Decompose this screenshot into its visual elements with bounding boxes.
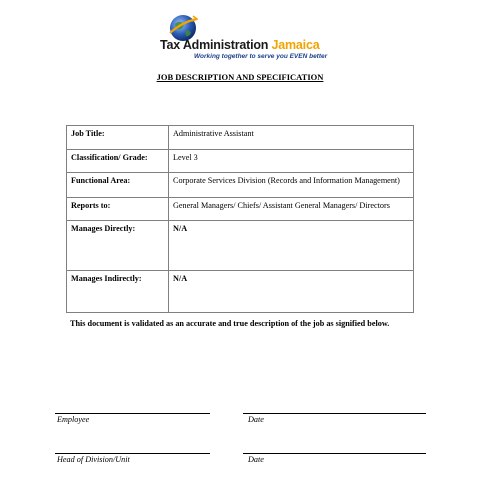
- classification-label: Classification/ Grade:: [67, 150, 169, 173]
- head-date-line[interactable]: [243, 453, 426, 454]
- validation-statement: This document is validated as an accurate and true description of the job as signified below.: [70, 319, 390, 328]
- head-of-division-label: Head of Division/Unit: [57, 455, 130, 464]
- logo-tagline: Working together to serve you EVEN better: [194, 53, 328, 60]
- head-date-label: Date: [248, 455, 264, 464]
- manages-directly-value: N/A: [169, 221, 414, 271]
- reports-to-value: General Managers/ Chiefs/ Assistant General Managers/ Directors: [169, 198, 414, 221]
- manages-indirectly-value: N/A: [169, 271, 414, 313]
- employee-label: Employee: [57, 415, 90, 424]
- table-row: [67, 271, 414, 313]
- table-row: [67, 173, 414, 198]
- logo-title-accent: Jamaica: [271, 38, 320, 52]
- manages-indirectly-label: Manages Indirectly:: [67, 271, 169, 313]
- reports-to-label: Reports to:: [67, 198, 169, 221]
- table-row: [67, 198, 414, 221]
- document-heading: JOB DESCRIPTION AND SPECIFICATION: [156, 72, 324, 82]
- classification-value: Level 3: [169, 150, 414, 173]
- employee-date-label: Date: [248, 415, 264, 424]
- job-title-value: Administrative Assistant: [169, 126, 414, 150]
- logo-title-main: Tax Administration: [160, 38, 269, 52]
- functional-area-label: Functional Area:: [67, 173, 169, 198]
- table-row: [67, 221, 414, 271]
- manages-directly-label: Manages Directly:: [67, 221, 169, 271]
- table-row: [67, 150, 414, 173]
- head-signature-line[interactable]: [55, 453, 210, 454]
- employee-signature-line[interactable]: [55, 413, 210, 414]
- logo-title: [160, 38, 319, 52]
- tax-administration-logo: [160, 13, 330, 59]
- functional-area-value: Corporate Services Division (Records and Information Management): [169, 173, 414, 198]
- job-spec-table: [66, 125, 414, 313]
- employee-date-line[interactable]: [243, 413, 426, 414]
- table-row: [67, 126, 414, 150]
- job-title-label: Job Title:: [67, 126, 169, 150]
